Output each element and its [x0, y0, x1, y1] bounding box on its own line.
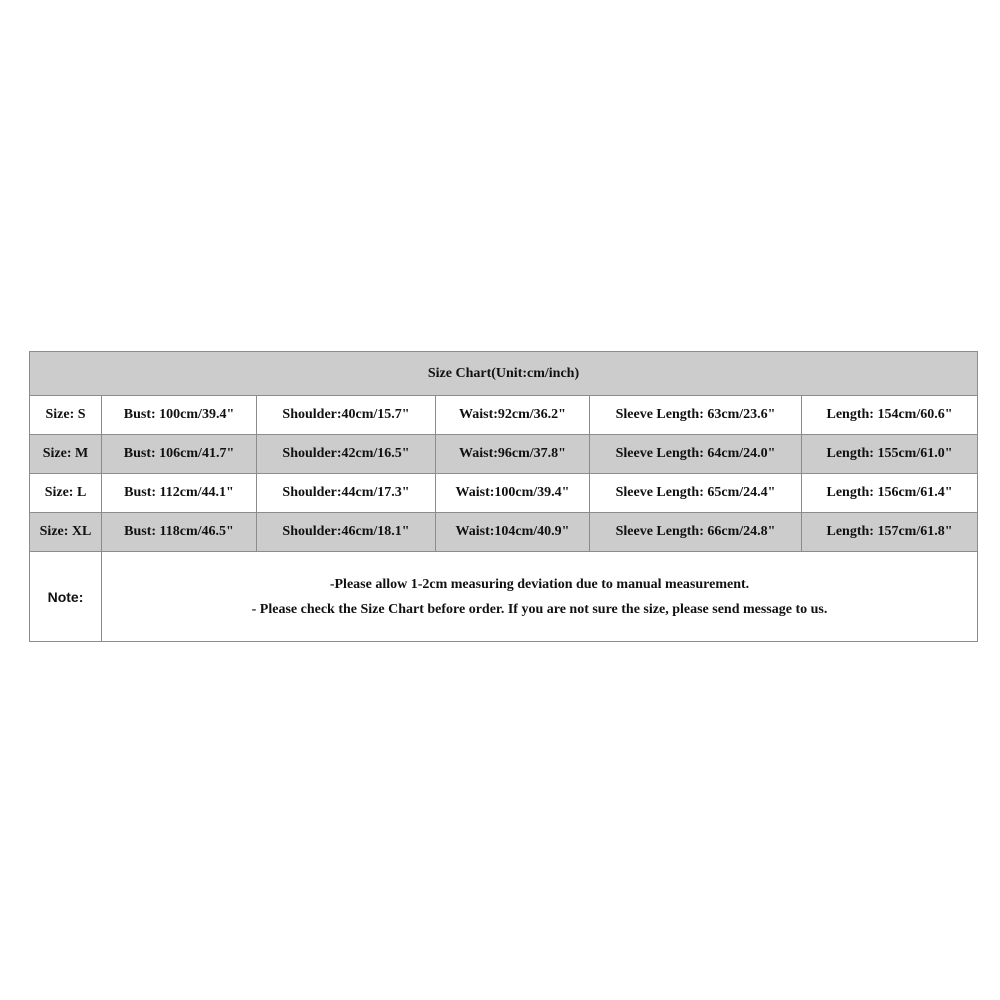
table-row [30, 396, 978, 435]
shoulder-cell: Shoulder:42cm/16.5" [257, 435, 436, 474]
table-row [30, 474, 978, 513]
shoulder-cell: Shoulder:46cm/18.1" [257, 513, 436, 552]
length-cell: Length: 157cm/61.8" [802, 513, 978, 552]
length-cell: Length: 156cm/61.4" [802, 474, 978, 513]
sleeve-length-cell: Sleeve Length: 66cm/24.8" [590, 513, 802, 552]
waist-cell: Waist:92cm/36.2" [436, 396, 590, 435]
note-content [102, 552, 978, 642]
shoulder-cell: Shoulder:40cm/15.7" [257, 396, 436, 435]
sleeve-length-cell: Sleeve Length: 64cm/24.0" [590, 435, 802, 474]
size-chart-table [29, 351, 978, 642]
table-row [30, 513, 978, 552]
note-line: - Please check the Size Chart before order. If you are not sure the size, please send message to us. [251, 601, 828, 617]
size-cell: Size: XL [30, 513, 102, 552]
size-cell: Size: M [30, 435, 102, 474]
bust-cell: Bust: 112cm/44.1" [102, 474, 257, 513]
sleeve-length-cell: Sleeve Length: 65cm/24.4" [590, 474, 802, 513]
waist-cell: Waist:96cm/37.8" [436, 435, 590, 474]
note-line: -Please allow 1-2cm measuring deviation due to manual measurement. [329, 576, 750, 592]
length-cell: Length: 155cm/61.0" [802, 435, 978, 474]
note-label: Note: [30, 552, 102, 642]
title-row [30, 352, 978, 396]
note-row [30, 552, 978, 642]
size-cell: Size: S [30, 396, 102, 435]
waist-cell: Waist:100cm/39.4" [436, 474, 590, 513]
size-cell: Size: L [30, 474, 102, 513]
table-row [30, 435, 978, 474]
bust-cell: Bust: 106cm/41.7" [102, 435, 257, 474]
size-chart-title: Size Chart(Unit:cm/inch) [30, 352, 978, 396]
waist-cell: Waist:104cm/40.9" [436, 513, 590, 552]
shoulder-cell: Shoulder:44cm/17.3" [257, 474, 436, 513]
length-cell: Length: 154cm/60.6" [802, 396, 978, 435]
bust-cell: Bust: 118cm/46.5" [102, 513, 257, 552]
bust-cell: Bust: 100cm/39.4" [102, 396, 257, 435]
sleeve-length-cell: Sleeve Length: 63cm/23.6" [590, 396, 802, 435]
